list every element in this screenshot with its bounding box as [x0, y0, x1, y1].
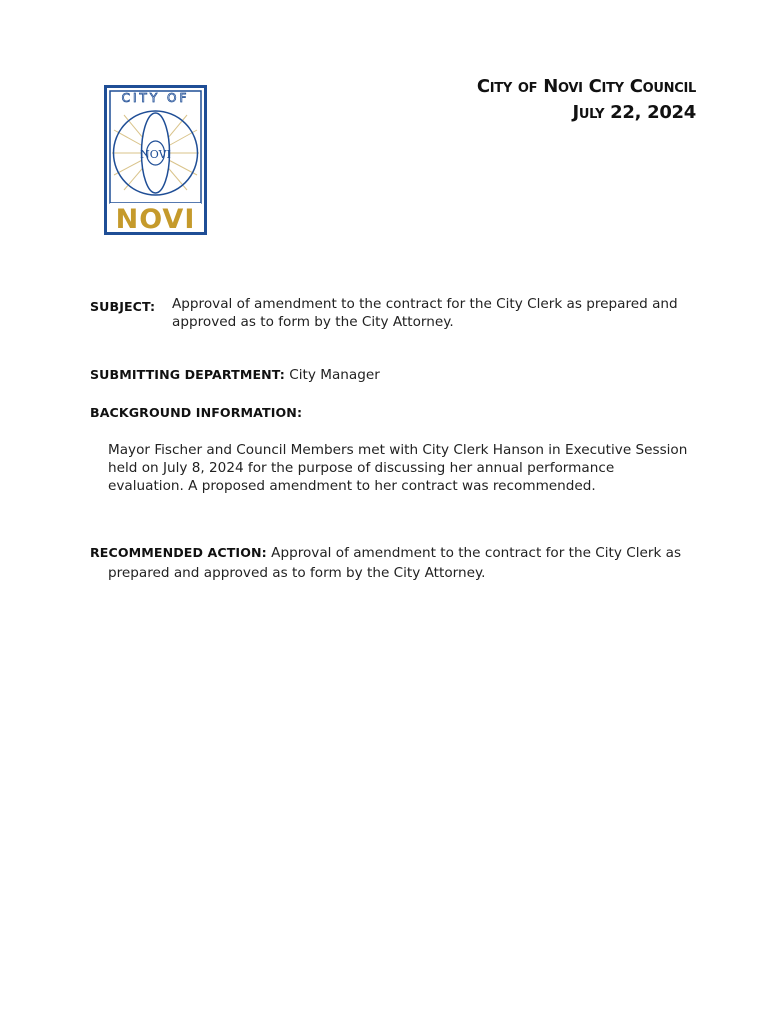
novi-seal-icon — [104, 85, 207, 235]
recommended-text-line2: prepared and approved as to form by the City Attorney. — [108, 565, 486, 581]
logo-top-text: CITY OF — [121, 91, 190, 105]
document-header — [477, 74, 696, 126]
department-label: SUBMITTING DEPARTMENT: — [90, 367, 285, 382]
city-of-novi-logo — [104, 85, 207, 235]
subject-label: SUBJECT: — [90, 299, 156, 314]
recommended-text-line1: Approval of amendment to the contract for the City Clerk as — [271, 545, 682, 561]
logo-center-text: NOVI — [140, 148, 171, 161]
recommended-action — [90, 544, 690, 582]
header-meeting-date: July 22, 2024 — [572, 102, 696, 123]
header-council-title: City of Novi City Council — [476, 76, 696, 97]
department-value: City Manager — [289, 367, 380, 383]
background-label: BACKGROUND INFORMATION: — [90, 405, 303, 420]
background-text: Mayor Fischer and Council Members met with City Clerk Hanson in Executive Session held on July 8, 2024 for the purpose of discussing her annual performance evaluation. A proposed amendment to her contract was recommended. — [108, 442, 688, 494]
subject-text: Approval of amendment to the contract for the City Clerk as prepared and approved as to form by the City Attorney. — [172, 296, 678, 330]
recommended-label: RECOMMENDED ACTION: — [90, 545, 267, 560]
logo-bottom-text: NOVI — [115, 204, 196, 235]
submitting-department — [90, 366, 380, 384]
